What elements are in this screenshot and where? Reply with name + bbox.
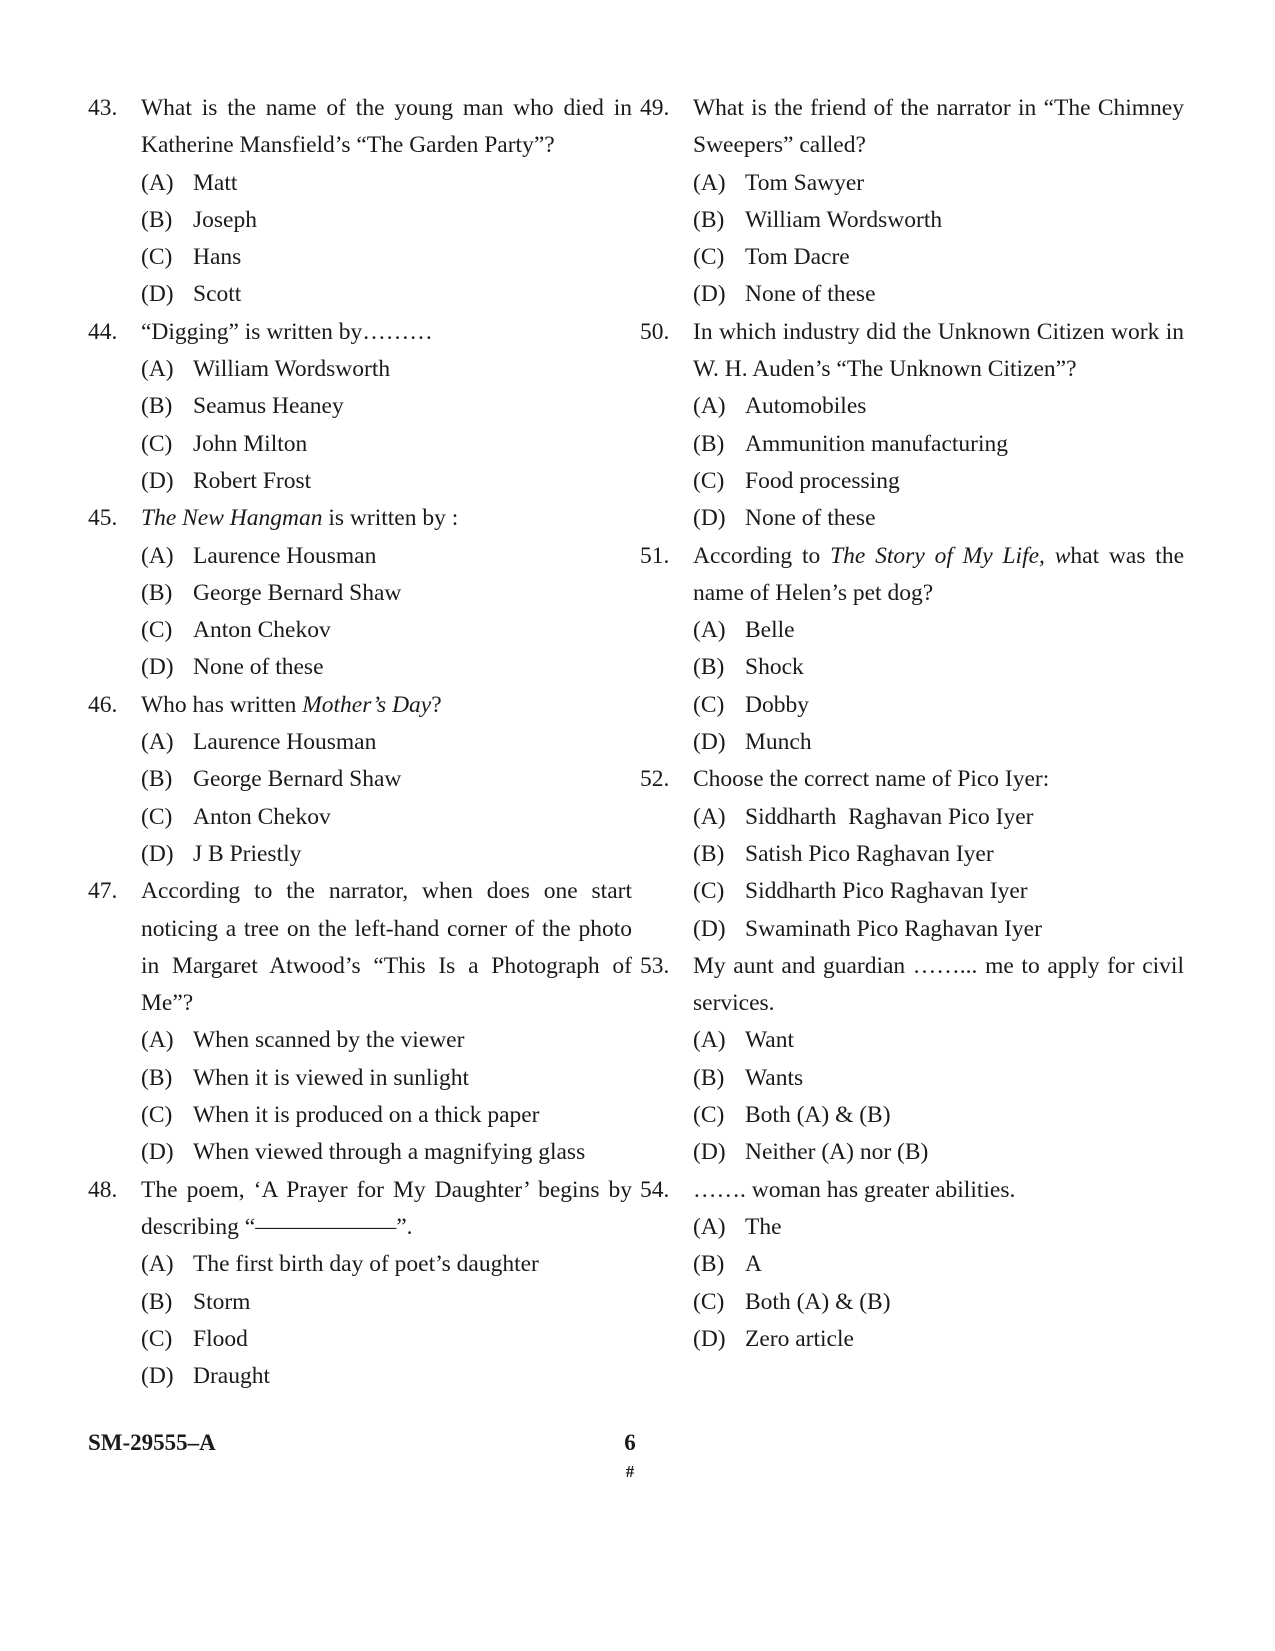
option-d — [693, 911, 1184, 948]
option-label: (A) — [141, 1027, 174, 1054]
option-text: Siddharth Pico Raghavan Iyer — [745, 878, 1028, 905]
option-b — [693, 649, 1184, 686]
question-46 — [88, 687, 632, 873]
question-52 — [640, 761, 1184, 947]
option-label: (D) — [693, 1325, 726, 1352]
option-d — [141, 649, 632, 686]
question-text — [141, 500, 632, 537]
paper-code: SM-29555–A — [88, 1430, 216, 1455]
right-column — [640, 90, 1184, 1358]
option-text: None of these — [193, 654, 324, 681]
question-text-after: is written by : — [322, 505, 459, 532]
option-text: When viewed through a magnifying glass — [193, 1139, 586, 1166]
option-label: (D) — [141, 467, 174, 494]
option-label: (C) — [693, 244, 725, 271]
option-d — [693, 276, 1184, 313]
question-47 — [88, 873, 632, 1171]
work-title: Mother’s Day — [302, 691, 432, 718]
option-label: (D) — [141, 840, 174, 867]
left-column — [88, 90, 632, 1395]
option-label: (B) — [693, 840, 725, 867]
option-b — [141, 1060, 632, 1097]
option-text: The — [745, 1213, 782, 1240]
option-a — [693, 799, 1184, 836]
question-text: What is the friend of the narrator in “The Chimney Sweepers” called? — [693, 95, 1184, 159]
option-label: (A) — [141, 542, 174, 569]
option-label: (D) — [693, 505, 726, 532]
option-d — [141, 836, 632, 873]
option-text: Food processing — [745, 467, 900, 494]
option-text: George Bernard Shaw — [193, 766, 402, 793]
question-53 — [640, 948, 1184, 1172]
question-48 — [88, 1172, 632, 1396]
option-label: (A) — [693, 617, 726, 644]
option-text: William Wordsworth — [193, 356, 391, 383]
option-text: Anton Chekov — [193, 617, 331, 644]
question-number: 44. — [88, 318, 118, 345]
option-d — [141, 1134, 632, 1171]
option-c — [693, 687, 1184, 724]
option-text: Joseph — [193, 206, 257, 233]
option-text: Satish Pico Raghavan Iyer — [745, 840, 994, 867]
option-text: Shock — [745, 654, 804, 681]
option-label: (C) — [693, 691, 725, 718]
option-text: Robert Frost — [193, 467, 312, 494]
option-d — [693, 1321, 1184, 1358]
option-b — [693, 1060, 1184, 1097]
option-b — [141, 388, 632, 425]
option-text: Anton Chekov — [193, 803, 331, 830]
option-label: (B) — [141, 393, 173, 420]
option-text: The first birth day of poet’s daughter — [193, 1251, 539, 1278]
option-a — [693, 1209, 1184, 1246]
option-text: Matt — [193, 169, 238, 196]
option-text: Laurence Housman — [193, 542, 377, 569]
option-label: (A) — [693, 169, 726, 196]
option-text: Want — [745, 1027, 795, 1054]
option-a — [141, 351, 632, 388]
option-b — [141, 575, 632, 612]
option-label: (A) — [141, 169, 174, 196]
option-label: (D) — [141, 1139, 174, 1166]
option-text: When it is viewed in sunlight — [193, 1064, 470, 1091]
option-text: Neither (A) nor (B) — [745, 1139, 929, 1166]
option-label: (B) — [693, 1251, 725, 1278]
page-mark: # — [625, 1462, 635, 1481]
question-text: My aunt and guardian ……... me to apply for civil services. — [693, 952, 1184, 1017]
work-title: The Story of My Life, w — [830, 542, 1071, 569]
option-text: None of these — [745, 281, 876, 308]
option-text: Seamus Heaney — [193, 393, 344, 420]
question-text: The poem, ‘A Prayer for My Daughter’ begins by describing “——————”. — [141, 1176, 632, 1240]
option-label: (B) — [141, 206, 173, 233]
option-text: Laurence Housman — [193, 729, 377, 756]
question-number: 47. — [88, 878, 118, 905]
question-49 — [640, 90, 1184, 314]
question-text — [693, 538, 1184, 613]
option-c — [141, 612, 632, 649]
option-d — [693, 1134, 1184, 1171]
option-a — [693, 165, 1184, 202]
option-label: (A) — [693, 393, 726, 420]
option-a — [693, 388, 1184, 425]
option-a — [693, 1022, 1184, 1059]
option-label: (B) — [141, 766, 173, 793]
question-number: 51. — [640, 542, 670, 569]
option-c — [141, 1097, 632, 1134]
question-43 — [88, 90, 632, 314]
option-text: Draught — [193, 1363, 271, 1390]
option-text: None of these — [745, 505, 876, 532]
option-label: (C) — [693, 1102, 725, 1129]
option-label: (B) — [141, 579, 173, 606]
option-text: Tom Sawyer — [745, 169, 865, 196]
option-a — [141, 1246, 632, 1283]
option-d — [141, 276, 632, 313]
option-b — [693, 1246, 1184, 1283]
question-number: 52. — [640, 766, 670, 793]
option-text: Zero article — [745, 1325, 854, 1352]
option-text: Munch — [745, 729, 812, 756]
option-c — [693, 1284, 1184, 1321]
option-c — [141, 1321, 632, 1358]
option-d — [693, 500, 1184, 537]
option-text: Hans — [193, 244, 242, 271]
option-label: (C) — [141, 803, 173, 830]
option-text: When it is produced on a thick paper — [193, 1102, 540, 1129]
option-label: (B) — [693, 654, 725, 681]
option-c — [693, 463, 1184, 500]
option-a — [141, 165, 632, 202]
option-label: (C) — [693, 878, 725, 905]
question-51 — [640, 538, 1184, 762]
option-b — [693, 202, 1184, 239]
option-b — [141, 1284, 632, 1321]
option-c — [141, 426, 632, 463]
option-c — [693, 239, 1184, 276]
question-text-before: Who has written — [141, 691, 303, 718]
question-text-before: According to — [693, 542, 831, 569]
option-d — [141, 1358, 632, 1395]
option-c — [141, 799, 632, 836]
option-label: (C) — [693, 467, 725, 494]
option-b — [693, 836, 1184, 873]
option-b — [141, 202, 632, 239]
option-text: Storm — [193, 1288, 251, 1315]
option-label: (D) — [693, 1139, 726, 1166]
question-number: 48. — [88, 1176, 118, 1203]
question-50 — [640, 314, 1184, 538]
option-a — [141, 538, 632, 575]
question-text — [141, 687, 632, 724]
option-label: (C) — [693, 1288, 725, 1315]
option-text: Automobiles — [745, 393, 867, 420]
question-text: ……. woman has greater abilities. — [693, 1176, 1016, 1203]
option-text: When scanned by the viewer — [193, 1027, 465, 1054]
question-number: 54. — [640, 1176, 670, 1203]
option-text: George Bernard Shaw — [193, 579, 402, 606]
option-d — [693, 724, 1184, 761]
option-text: Flood — [193, 1325, 248, 1352]
question-number: 49. — [640, 95, 670, 121]
option-label: (D) — [693, 729, 726, 756]
question-text: Choose the correct name of Pico Iyer: — [693, 766, 1050, 793]
option-text: Wants — [745, 1064, 804, 1091]
option-label: (D) — [141, 654, 174, 681]
option-b — [141, 761, 632, 798]
option-label: (C) — [141, 1325, 173, 1352]
option-label: (C) — [141, 1102, 173, 1129]
option-text: Belle — [745, 617, 795, 644]
option-text: Scott — [193, 281, 242, 308]
question-text: In which industry did the Unknown Citizen work in W. H. Auden’s “The Unknown Citizen”? — [693, 318, 1184, 383]
option-label: (C) — [141, 430, 173, 457]
option-label: (B) — [693, 1064, 725, 1091]
work-title: The New Hangman — [141, 505, 323, 532]
option-c — [693, 1097, 1184, 1134]
option-c — [693, 873, 1184, 910]
question-number: 46. — [88, 691, 118, 718]
option-label: (D) — [141, 281, 174, 308]
question-text: “Digging” is written by……… — [141, 318, 433, 345]
question-number: 43. — [88, 95, 118, 121]
option-c — [141, 239, 632, 276]
option-label: (A) — [141, 729, 174, 756]
option-text: Siddharth Raghavan Pico Iyer — [745, 803, 1034, 830]
option-label: (A) — [141, 1251, 174, 1278]
option-text: Swaminath Pico Raghavan Iyer — [745, 915, 1042, 942]
question-number: 45. — [88, 505, 118, 532]
option-label: (C) — [141, 617, 173, 644]
option-label: (D) — [141, 1363, 174, 1390]
question-number: 50. — [640, 318, 670, 345]
option-text: Both (A) & (B) — [745, 1102, 891, 1129]
option-b — [693, 426, 1184, 463]
option-label: (A) — [141, 356, 174, 383]
option-label: (A) — [693, 1213, 726, 1240]
option-label: (B) — [141, 1064, 173, 1091]
option-a — [141, 1022, 632, 1059]
option-label: (D) — [693, 281, 726, 308]
option-text: William Wordsworth — [745, 206, 943, 233]
option-label: (A) — [693, 1027, 726, 1054]
option-text: John Milton — [193, 430, 308, 457]
question-44 — [88, 314, 632, 500]
question-text-after: hat was the name of Helen’s pet dog? — [693, 542, 1184, 606]
page-number: 6 — [624, 1430, 636, 1455]
option-label: (A) — [693, 803, 726, 830]
option-text: Ammunition manufacturing — [745, 430, 1009, 457]
option-d — [141, 463, 632, 500]
option-text: A — [745, 1251, 762, 1278]
option-label: (B) — [693, 430, 725, 457]
question-45 — [88, 500, 632, 686]
question-text-after: ? — [431, 691, 442, 718]
option-text: Both (A) & (B) — [745, 1288, 891, 1315]
option-text: Dobby — [745, 691, 809, 718]
option-label: (B) — [693, 206, 725, 233]
option-text: J B Priestly — [193, 840, 302, 867]
question-text: What is the name of the young man who died in Katherine Mansfield’s “The Garden Party”? — [141, 95, 632, 159]
question-54 — [640, 1172, 1184, 1358]
option-label: (D) — [693, 915, 726, 942]
option-text: Tom Dacre — [745, 244, 850, 271]
option-a — [141, 724, 632, 761]
question-number: 53. — [640, 952, 670, 979]
option-label: (C) — [141, 244, 173, 271]
option-label: (B) — [141, 1288, 173, 1315]
question-text: According to the narrator, when does one start noticing a tree on the left-hand corner of the photo in Margaret Atwood’s “This Is a Photograph of Me”? — [141, 878, 632, 1017]
option-a — [693, 612, 1184, 649]
